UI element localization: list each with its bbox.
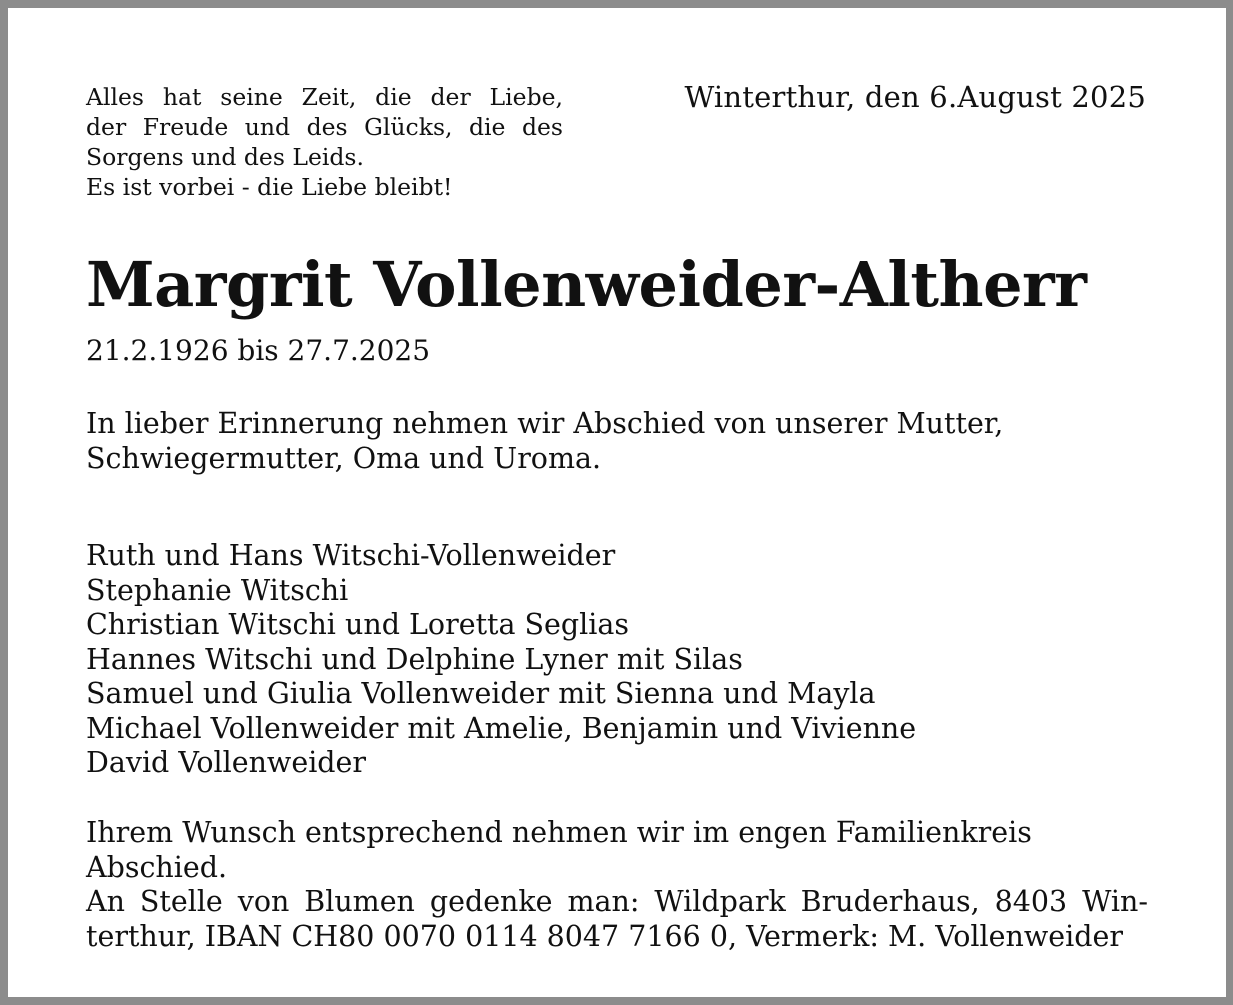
mourner-line: Hannes Witschi und Delphine Lyner mit Silas [86,642,743,676]
mourner-line: Ruth und Hans Witschi-Vollenweider [86,539,616,572]
closing-line-1: Ihrem Wunsch entsprechend nehmen wir im engen Familienkreis [86,816,1032,849]
mourners-list [86,539,916,781]
closing-line-4: terthur, IBAN CH80 0070 0114 8047 7166 0, Vermerk: M. Vollenweider [86,919,1123,953]
deceased-name: Margrit Vollenweider-Altherr [86,248,1087,321]
intro-line-1: In lieber Erinnerung nehmen wir Abschied von unserer Mutter, [86,407,1004,440]
intro-line-2: Schwiegermutter, Oma und Uroma. [86,442,602,475]
place-and-date: Winterthur, den 6.August 2025 [684,80,1146,114]
obituary-notice [8,8,1226,997]
closing-text [86,816,1148,954]
motto-verse [86,82,563,202]
mourner-line: Samuel und Giulia Vollenweider mit Sienna und Mayla [86,677,876,710]
life-dates: 21.2.1926 bis 27.7.2025 [86,334,431,367]
mourner-line: Michael Vollenweider mit Amelie, Benjamin und Vivienne [86,711,917,745]
motto-line-4: Es ist vorbei - die Liebe bleibt! [86,173,453,201]
closing-line-2: Abschied. [86,850,228,884]
intro-text [86,406,1003,476]
motto-line-1: Alles hat seine Zeit, die der Liebe, [86,83,563,111]
mourner-line: Stephanie Witschi [86,573,349,607]
closing-line-3: An Stelle von Blumen gedenke man: Wildpark Bruderhaus, 8403 Win- [86,885,1148,918]
motto-line-3: Sorgens und des Leids. [86,143,364,171]
mourner-line: Christian Witschi und Loretta Seglias [86,608,630,641]
motto-line-2: der Freude und des Glücks, die des [86,113,563,141]
mourner-line: David Vollenweider [86,746,367,779]
